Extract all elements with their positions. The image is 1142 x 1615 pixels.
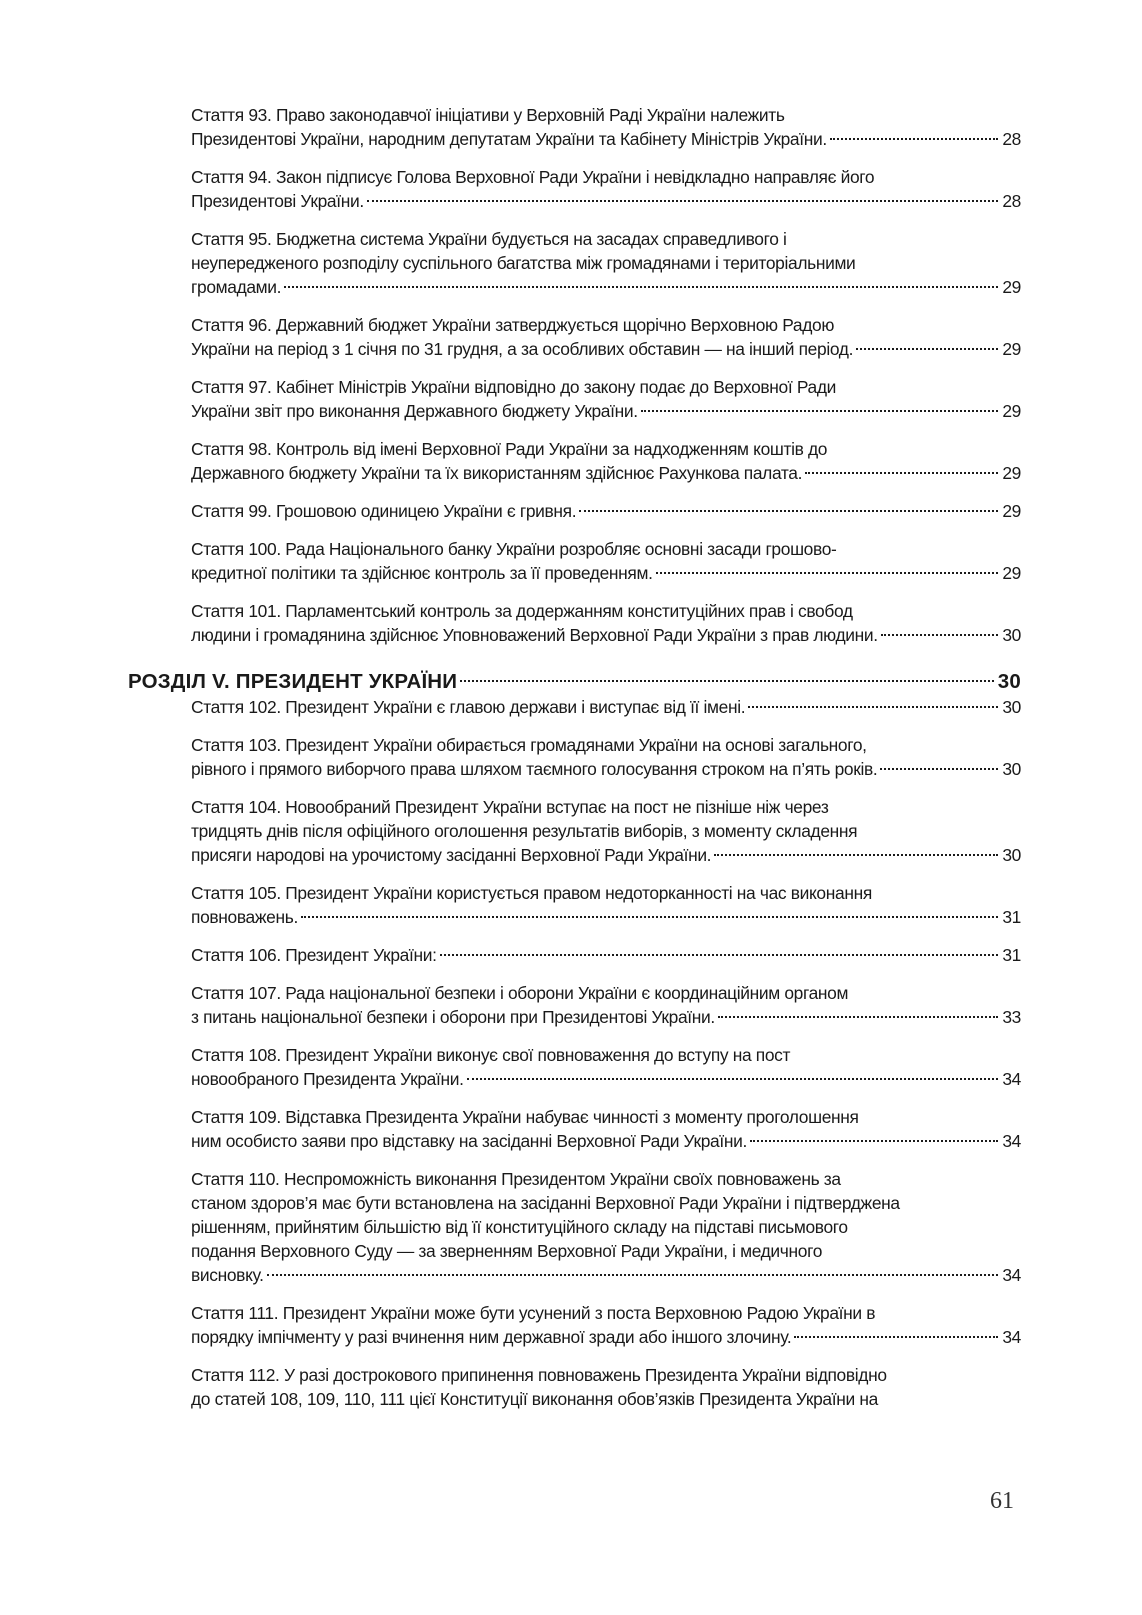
entry-last-line (191, 1325, 1021, 1349)
entry-last-line (191, 189, 1021, 213)
entry-page-number: 34 (1002, 1327, 1021, 1347)
entry-page-number: 28 (1002, 191, 1021, 211)
entry-text-line: Стаття 112. У разі дострокового припинення повноважень Президента України відповідно (191, 1365, 887, 1385)
table-of-contents (128, 103, 1021, 1425)
entry-last-line (191, 337, 1021, 361)
toc-entry[interactable] (128, 1301, 1021, 1349)
entry-text-line: Стаття 103. Президент України обирається громадянами України на основі загального, (191, 735, 867, 755)
entry-page-number: 29 (1002, 339, 1021, 359)
entry-last-line (191, 695, 1021, 719)
entry-text-line: станом здоров’я має бути встановлена на засіданні Верховної Ради України і підтверджена (191, 1193, 900, 1213)
entry-last-line (191, 843, 1021, 867)
entry-last-line (191, 1129, 1021, 1153)
section-title: РОЗДІЛ V. ПРЕЗИДЕНТ УКРАЇНИ (128, 670, 458, 693)
toc-entry[interactable] (128, 795, 1021, 867)
entry-text-line: до статей 108, 109, 110, 111 цієї Конституції виконання обов’язків Президента України на (191, 1389, 878, 1409)
entry-last-line (191, 399, 1021, 423)
entry-text-line: Стаття 108. Президент України виконує свої повноваження до вступу на пост (191, 1045, 791, 1065)
entry-text-line: неупередженого розподілу суспільного багатства між громадянами і територіальними (191, 253, 856, 273)
page-number: 61 (990, 1488, 1014, 1514)
entry-text-line: Стаття 104. Новообраний Президент України вступає на пост не пізніше ніж через (191, 797, 829, 817)
entry-text-line: Стаття 106. Президент України: (191, 945, 437, 965)
entry-page-number: 30 (1002, 845, 1021, 865)
toc-section-heading[interactable] (128, 669, 1021, 695)
entry-text-line: порядку імпічменту у разі вчинення ним державної зради або іншого злочину. (191, 1327, 792, 1347)
entry-last-line (191, 757, 1021, 781)
entry-page-number: 30 (1002, 697, 1021, 717)
entry-text-line: рівного і прямого виборчого права шляхом таємного голосування строком на п’ять років. (191, 759, 878, 779)
toc-entry[interactable] (128, 981, 1021, 1029)
entry-text-line: новообраного Президента України. (191, 1069, 464, 1089)
entry-text-line: повноважень. (191, 907, 298, 927)
entry-last-line (191, 905, 1021, 929)
toc-entry[interactable] (128, 165, 1021, 213)
entry-last-line (191, 561, 1021, 585)
toc-entry[interactable] (128, 1363, 1021, 1411)
entry-text-line: Державного бюджету України та їх використанням здійснює Рахункова палата. (191, 463, 803, 483)
entry-text-line: Стаття 95. Бюджетна система України будується на засадах справедливого і (191, 229, 787, 249)
entry-text-line: Стаття 96. Державний бюджет України затверджується щорічно Верховною Радою (191, 315, 835, 335)
entry-page-number: 30 (1002, 625, 1021, 645)
entry-text-line: Стаття 102. Президент України є главою держави і виступає від її імені. (191, 697, 746, 717)
toc-group-articles-93-101 (128, 103, 1021, 647)
entry-last-line (191, 1005, 1021, 1029)
toc-entry[interactable] (128, 881, 1021, 929)
entry-page-number: 31 (1002, 945, 1021, 965)
toc-entry[interactable] (128, 1167, 1021, 1287)
entry-text-line: України звіт про виконання Державного бюджету України. (191, 401, 638, 421)
dot-leader (880, 768, 998, 770)
dot-leader (284, 286, 998, 288)
entry-text-line: Стаття 101. Парламентський контроль за додержанням конституційних прав і свобод (191, 601, 853, 621)
entry-page-number: 29 (1002, 501, 1021, 521)
entry-page-number: 34 (1002, 1131, 1021, 1151)
entry-last-line (191, 127, 1021, 151)
entry-text-line: тридцять днів після офіційного оголошення результатів виборів, з моменту складення (191, 821, 858, 841)
entry-text-line: Президентові України, народним депутатам України та Кабінету Міністрів України. (191, 129, 827, 149)
entry-text-line: Стаття 93. Право законодавчої ініціативи у Верховній Раді України належить (191, 105, 785, 125)
entry-last-line (191, 1263, 1021, 1287)
entry-text-line: рішенням, прийнятим більшістю від її конституційного складу на підставі письмового (191, 1217, 848, 1237)
dot-leader (267, 1274, 999, 1276)
toc-entry[interactable] (128, 499, 1021, 523)
entry-text-line: людини і громадянина здійснює Уповноважений Верховної Ради України з прав людини. (191, 625, 878, 645)
entry-text-line: Стаття 97. Кабінет Міністрів України відповідно до закону подає до Верховної Ради (191, 377, 836, 397)
entry-last-line (191, 623, 1021, 647)
entry-text-line: кредитної політики та здійснює контроль за її проведенням. (191, 563, 653, 583)
dot-leader (440, 954, 999, 956)
entry-page-number: 34 (1002, 1265, 1021, 1285)
toc-entry[interactable] (128, 313, 1021, 361)
entry-last-line (191, 1067, 1021, 1091)
dot-leader (830, 138, 999, 140)
entry-page-number: 33 (1002, 1007, 1021, 1027)
entry-text-line: Стаття 110. Неспроможність виконання Президентом України своїх повноважень за (191, 1169, 841, 1189)
entry-text-line: громадами. (191, 277, 282, 297)
entry-text-line: Стаття 94. Закон підписує Голова Верховної Ради України і невідкладно направляє його (191, 167, 875, 187)
dot-leader (579, 510, 998, 512)
entry-text-line: присяги народові на урочистому засіданні Верховної Ради України. (191, 845, 712, 865)
toc-entry[interactable] (128, 733, 1021, 781)
dot-leader (750, 1140, 998, 1142)
entry-text-line: України на період з 1 січня по 31 грудня, а за особливих обставин — на інший період. (191, 339, 854, 359)
dot-leader (656, 572, 999, 574)
entry-text-line: висновку. (191, 1265, 264, 1285)
toc-entry[interactable] (128, 227, 1021, 299)
toc-entry[interactable] (128, 537, 1021, 585)
entry-text-line: Стаття 111. Президент України може бути усунений з поста Верховною Радою України в (191, 1303, 876, 1323)
toc-entry[interactable] (128, 103, 1021, 151)
dot-leader (718, 1016, 998, 1018)
dot-leader (301, 916, 998, 918)
toc-entry[interactable] (128, 695, 1021, 719)
dot-leader (641, 410, 999, 412)
entry-text-line: Стаття 98. Контроль від імені Верховної Ради України за надходженням коштів до (191, 439, 828, 459)
entry-last-line (191, 461, 1021, 485)
dot-leader (881, 634, 999, 636)
entry-text-line: Стаття 99. Грошовою одиницею України є гривня. (191, 501, 577, 521)
section-page-number: 30 (997, 670, 1021, 693)
toc-entry[interactable] (128, 599, 1021, 647)
dot-leader (367, 200, 999, 202)
entry-text-line: ним особисто заяви про відставку на засіданні Верховної Ради України. (191, 1131, 747, 1151)
entry-last-line (191, 499, 1021, 523)
entry-page-number: 29 (1002, 401, 1021, 421)
toc-group-articles-102-112 (128, 695, 1021, 1411)
toc-entry[interactable] (128, 943, 1021, 967)
dot-leader (460, 680, 994, 682)
entry-text-line: Стаття 109. Відставка Президента України набуває чинності з моменту проголошення (191, 1107, 859, 1127)
entry-page-number: 31 (1002, 907, 1021, 927)
toc-entry[interactable] (128, 437, 1021, 485)
entry-text-line: Стаття 105. Президент України користується правом недоторканності на час виконання (191, 883, 872, 903)
entry-last-line (191, 943, 1021, 967)
dot-leader (794, 1336, 998, 1338)
entry-text-line: з питань національної безпеки і оборони при Президентові України. (191, 1007, 715, 1027)
entry-page-number: 29 (1002, 563, 1021, 583)
dot-leader (805, 472, 998, 474)
entry-page-number: 28 (1002, 129, 1021, 149)
entry-page-number: 30 (1002, 759, 1021, 779)
entry-text-line: Президентові України. (191, 191, 364, 211)
entry-page-number: 29 (1002, 277, 1021, 297)
dot-leader (467, 1078, 999, 1080)
dot-leader (748, 706, 998, 708)
toc-entry[interactable] (128, 375, 1021, 423)
entry-text-line: подання Верховного Суду — за зверненням Верховної Ради України, і медичного (191, 1241, 823, 1261)
entry-text-line: Стаття 100. Рада Національного банку України розробляє основні засади грошово- (191, 539, 837, 559)
entry-last-line (191, 275, 1021, 299)
entry-text-line: Стаття 107. Рада національної безпеки і оборони України є координаційним органом (191, 983, 849, 1003)
dot-leader (714, 854, 998, 856)
dot-leader (856, 348, 998, 350)
entry-page-number: 34 (1002, 1069, 1021, 1089)
toc-entry[interactable] (128, 1105, 1021, 1153)
toc-entry[interactable] (128, 1043, 1021, 1091)
entry-page-number: 29 (1002, 463, 1021, 483)
